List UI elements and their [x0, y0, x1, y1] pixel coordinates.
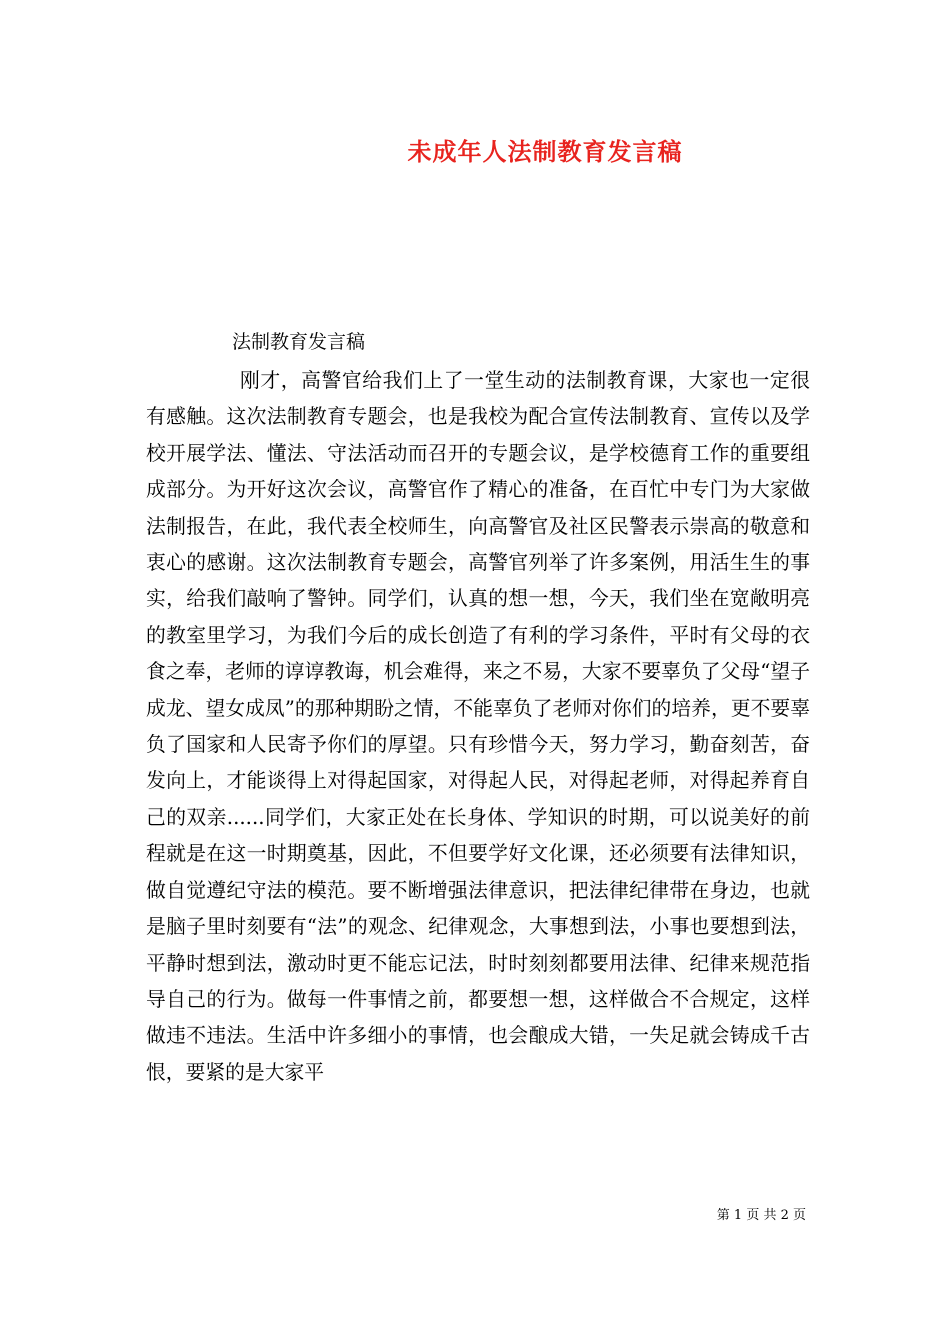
document-title: 未成年人法制教育发言稿 — [407, 138, 683, 166]
page-number-footer: 第 1 页 共 2 页 — [716, 1208, 806, 1223]
document-subtitle: 法制教育发言稿 — [232, 331, 366, 353]
document-body-paragraph: 刚才，高警官给我们上了一堂生动的法制教育课，大家也一定很有感触。这次法制教育专题会，也是我校为配合宣传法制教育、宣传以及学校开展学法、懂法、守法活动而召开的专题会议，是学校德育工作的重要组成部分。为开好这次会议，高警官作了精心的准备，在百忙中专门为大家做法制报告，在此，我代表全校师生，向高警官及社区民警表示崇高的敬意和衷心的感谢。这次法制教育专题会，高警官列举了许多案例，用活生生的事实，给我们敲响了警钟。同学们，认真的想一想，今天，我们坐在宽敞明亮的教室里学习，为我们今后的成长创造了有利的学习条件，平时有父母的衣食之奉，老师的谆谆教诲，机会难得，来之不易，大家不要辜负了父母“望子成龙、望女成凤”的那种期盼之情，不能辜负了老师对你们的培养，更不要辜负了国家和人民寄予你们的厚望。只有珍惜今天，努力学习，勤奋刻苦，奋发向上，才能谈得上对得起国家，对得起人民，对得起老师，对得起养育自己的双亲......同学们，大家正处在长身体、学知识的时期，可以说美好的前程就是在这一时期奠基，因此，不但要学好文化课，还必须要有法律知识，做自觉遵纪守法的模范。要不断增强法律意识，把法律纪律带在身边，也就是脑子里时刻要有“法”的观念、纪律观念，大事想到法，小事也要想到法，平静时想到法，激动时更不能忘记法，时时刻刻都要用法律、纪律来规范指导自己的行为。做每一件事情之前，都要想一想，这样做合不合规定，这样做违不违法。生活中许多细小的事情，也会酿成大错，一失足就会铸成千古恨，要紧的是大家平 — [146, 369, 810, 1084]
